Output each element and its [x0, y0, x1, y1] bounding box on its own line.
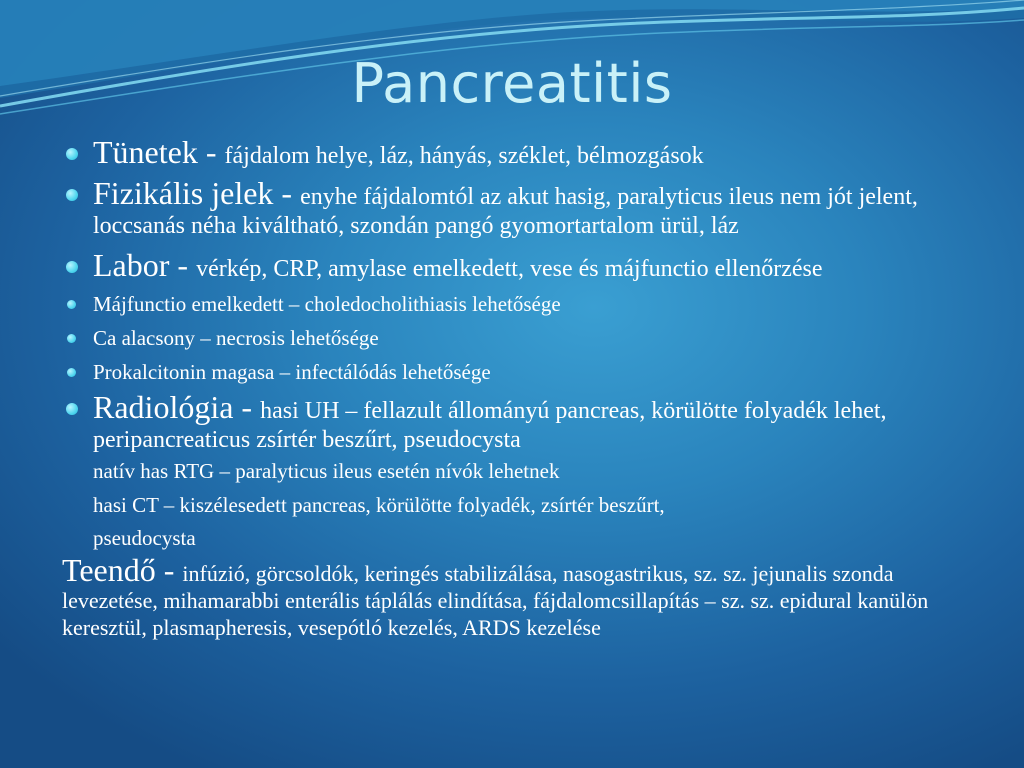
teendo-heading: Teendő - [62, 552, 183, 588]
item-heading: Tünetek - [93, 134, 225, 170]
item-text: fájdalom helye, láz, hányás, széklet, bélmozgások [224, 143, 704, 169]
item-heading: Radiológia - [93, 389, 261, 425]
list-item-radiologia [62, 389, 962, 455]
teendo-paragraph [62, 552, 962, 641]
item-text: hasi UH – fellazult állományú pancreas, körülötte folyadék lehet, peripancreaticus zsírtér beszűrt, pseudocysta [93, 398, 887, 453]
list-item-fizikalis [62, 175, 962, 241]
list-item-tunetek [62, 134, 962, 171]
bullet-icon [67, 300, 76, 309]
list-item-ca [62, 325, 962, 351]
bullet-icon [66, 189, 78, 201]
item-text: Májfunctio emelkedett – choledocholithiasis lehetősége [93, 292, 561, 316]
teendo-text: infúzió, görcsoldók, keringés stabilizálása, nasogastrikus, sz. sz. jejunalis szonda levezetése, mihamarabbi enterális táplálás elindítása, fájdalomcsillapítás – sz. sz. epidural kanülön keresztül, plasmapheresis, vesepótló kezelés, ARDS kezelése [62, 561, 929, 640]
slide-title: Pancreatitis [351, 52, 673, 115]
item-text: vérkép, CRP, amylase emelkedett, vese és májfunctio ellenőrzése [196, 256, 823, 282]
slide-content [62, 134, 962, 641]
radiologia-ct-cont: pseudocysta [93, 526, 196, 550]
bullet-icon [66, 403, 78, 415]
bullet-icon [66, 261, 78, 273]
item-heading: Labor - [93, 247, 197, 283]
item-text: enyhe fájdalomtól az akut hasig, paralyticus ileus nem jót jelent, loccsanás néha kiváltható, szondán pangó gyomortartalom ürül, láz [93, 184, 918, 239]
item-heading: Fizikális jelek - [93, 175, 301, 211]
radiologia-extra [62, 459, 962, 551]
bullet-icon [66, 148, 78, 160]
list-item-majfunctio [62, 291, 962, 317]
list-item-prokalcitonin [62, 359, 962, 385]
item-text: Prokalcitonin magasa – infectálódás lehetősége [93, 360, 491, 384]
radiologia-rtg: natív has RTG – paralyticus ileus esetén nívók lehetnek [93, 459, 560, 483]
item-text: Ca alacsony – necrosis lehetősége [93, 326, 379, 350]
bullet-icon [67, 368, 76, 377]
radiologia-ct: hasi CT – kiszélesedett pancreas, körülötte folyadék, zsírtér beszűrt, [93, 493, 665, 517]
bullet-icon [67, 334, 76, 343]
list-item-labor [62, 247, 962, 284]
